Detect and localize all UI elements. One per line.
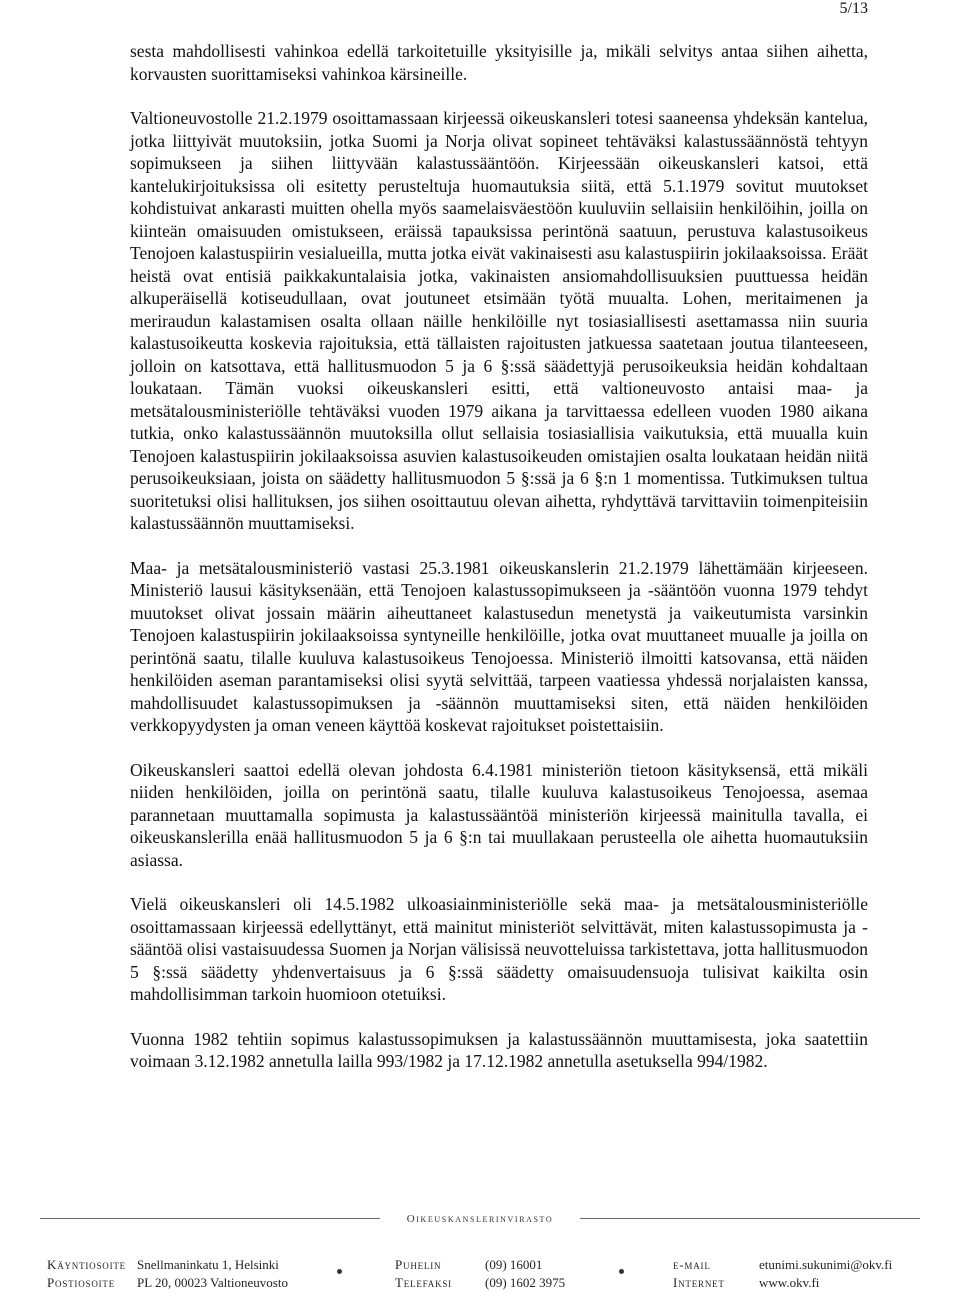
footer-divider-left (40, 1218, 380, 1219)
footer-bullet-2 (619, 1269, 624, 1274)
fax-number: (09) 1602 3975 (485, 1275, 566, 1290)
footer-address-values (137, 1256, 288, 1292)
postal-address: PL 20, 00023 Valtioneuvosto (137, 1275, 288, 1290)
organization-name: Oikeuskanslerinvirasto (406, 1213, 554, 1225)
footer-bullet-1 (337, 1269, 342, 1274)
paragraph-5: Vielä oikeuskansleri oli 14.5.1982 ulkoasiainministeriölle sekä maa- ja metsätalousministeriölle osoittamassaan kirjeessä edellyttänyt, että mainitut ministeriöt selvittävät, miten kalastussopimusta ja -sääntöä olisi vastaisuudessa Suomen ja Norjan välisissä neuvotteluissa tarkistettava, jotta hallitusmuodon 5 §:ssä säädetty yhdenvertaisuus ja 6 §:ssä säädetty omaisuudensuoja tulisivat kaikilta osin mahdollisimman tarkoin huomioon otetuiksi. (130, 894, 868, 1004)
phone-number: (09) 16001 (485, 1257, 543, 1272)
email-address[interactable]: etunimi.sukunimi@okv.fi (759, 1257, 893, 1272)
document-body (130, 40, 868, 1095)
fax-label: Telefaksi (395, 1275, 452, 1290)
footer-web-labels (673, 1256, 725, 1292)
footer-address-labels (47, 1256, 126, 1292)
website-link[interactable]: www.okv.fi (759, 1275, 820, 1290)
paragraph-3: Maa- ja metsätalousministeriö vastasi 25.3.1981 oikeuskanslerin 21.2.1979 lähettämään kirjeeseen. Ministeriö lausui käsityksenään, että Tenojoen kalastussopimukseen ja -sääntöön vuonna 1979 tehdyt muutokset olivat jossain määrin aiheuttaneet kalastusedun menetystä ja vaikeutumista varsinkin Tenojoen kalastuspiirin jokilaaksoissa syntyneille henkilöille, jotka ovat muuttaneet muualle ja joilla on perintönä saatu, tilalle kuuluva kalastusoikeus Tenojoessa. Ministeriö ilmoitti katsovansa, että näiden henkilöiden aseman parantamiseksi olisi syytä selvittää, tarpeen vaatiessa yhdessä norjalaisten kanssa, mahdollisuudet kalastussopimuksen ja -säännön muuttamiseksi siten, että näiden henkilöiden verkkopyydysten ja oman veneen käyttöä koskevat rajoitukset poistettaisiin. (130, 557, 868, 735)
paragraph-6: Vuonna 1982 tehtiin sopimus kalastussopimuksen ja kalastussäännön muuttamisesta, joka saatettiin voimaan 3.12.1982 annetulla lailla 993/1982 ja 17.12.1982 annetulla asetuksella 994/1982. (130, 1028, 868, 1071)
page-number: 5/13 (839, 0, 868, 17)
footer-phone-values (485, 1256, 565, 1292)
postal-address-label: Postiosoite (47, 1275, 116, 1290)
internet-label: Internet (673, 1275, 725, 1290)
footer-divider-right (580, 1218, 920, 1219)
email-label: e-mail (673, 1257, 711, 1272)
visiting-address: Snellmaninkatu 1, Helsinki (137, 1257, 279, 1272)
visiting-address-label: Käyntiosoite (47, 1257, 126, 1272)
footer-phone-labels (395, 1256, 452, 1292)
paragraph-2: Valtioneuvostolle 21.2.1979 osoittamassaan kirjeessä oikeuskansleri totesi saaneensa yhdeksän kantelua, jotka liittyivät muutoksiin, jotka Suomi ja Norja olivat sopineet tehtäväksi kalastussäännöstä tehtyyn sopimukseen ja siihen liittyvään kalastussääntöön. Kirjeessään oikeuskansleri katsoi, että kantelukirjoituksissa oli esitetty perusteltuja huomautuksia siitä, että 5.1.1979 sovitut muutokset kohdistuivat ankarasti muitten ohella myös saamelaisväestöön kuuluviin sellaisiin henkilöihin, joilla on kiinteän omaisuuden omistukseen, eräissä tapauksissa perintönä saatuun, perustuva kalastusoikeus Tenojoen kalastuspiirin vesialueilla, mutta jotka eivät vakinaisesti asu kalastuspiirin jokilaaksoissa. Eräät heistä ovat entisiä paikkakuntalaisia jotka, vakinaisten ansiomahdollisuuksien puuttuessa heidän alkuperäisellä kotiseudullaan, ovat joutuneet etsimään työtä muualta. Lohen, meritaimenen ja meriraudun kalastamisen osalta ollaan näille henkilöille nyt tosiasiallisesti asettamassa niin suuria kalastusoikeutta koskevia rajoituksia, että tällaisten rajoitusten jatkuessa saatetaan joutua tilanteeseen, jolloin on katsottava, että hallitusmuodon 5 ja 6 §:ssä säädettyjä perusoikeuksia heidän kohdaltaan loukataan. Tämän vuoksi oikeuskansleri esitti, että valtioneuvosto antaisi maa- ja metsätalousministeriölle tehtäväksi vuoden 1979 aikana ja tarvittaessa edelleen vuoden 1980 aikana tutkia, onko kalastussäännön muutoksilla ollut sellaisia tosiasiallisia vaikutuksia, että muualla kuin Tenojoen kalastuspiirin jokilaaksoissa asuvien kalastusoikeuden omistajien osalta loukataan heidän niitä perusoikeuksiaan, joista on säädetty hallitusmuodon 5 §:ssä ja 6 §:n 1 momentissa. Tutkimuksen tultua suoritetuksi olisi hallituksen, jos siihen osoittautuu olevan aihetta, ryhdyttävä tarvittaviin toimenpiteisiin kalastussäännön muuttamiseksi. (130, 108, 868, 533)
paragraph-4: Oikeuskansleri saattoi edellä olevan johdosta 6.4.1981 ministeriön tietoon käsityksensä, että mikäli niiden henkilöiden, joilla on perintönä saatu, tilalle kuuluva kalastusoikeus Tenojoessa, asemaa parannetaan muuttamalla sopimusta ja kalastussääntöä ministeriön kirjeessä mainitulla tavalla, ei oikeuskanslerilla enää hallitusmuodon 5 ja 6 §:n tai muullakaan perusteella ole aihetta huomautuksiin asiassa. (130, 759, 868, 870)
footer-web-values (759, 1256, 892, 1292)
paragraph-1: sesta mahdollisesti vahinkoa edellä tarkoitetuille yksityisille ja, mikäli selvitys antaa siihen aihetta, korvausten suorittamiseksi vahinkoa kärsineille. (130, 41, 868, 84)
phone-label: Puhelin (395, 1257, 442, 1272)
